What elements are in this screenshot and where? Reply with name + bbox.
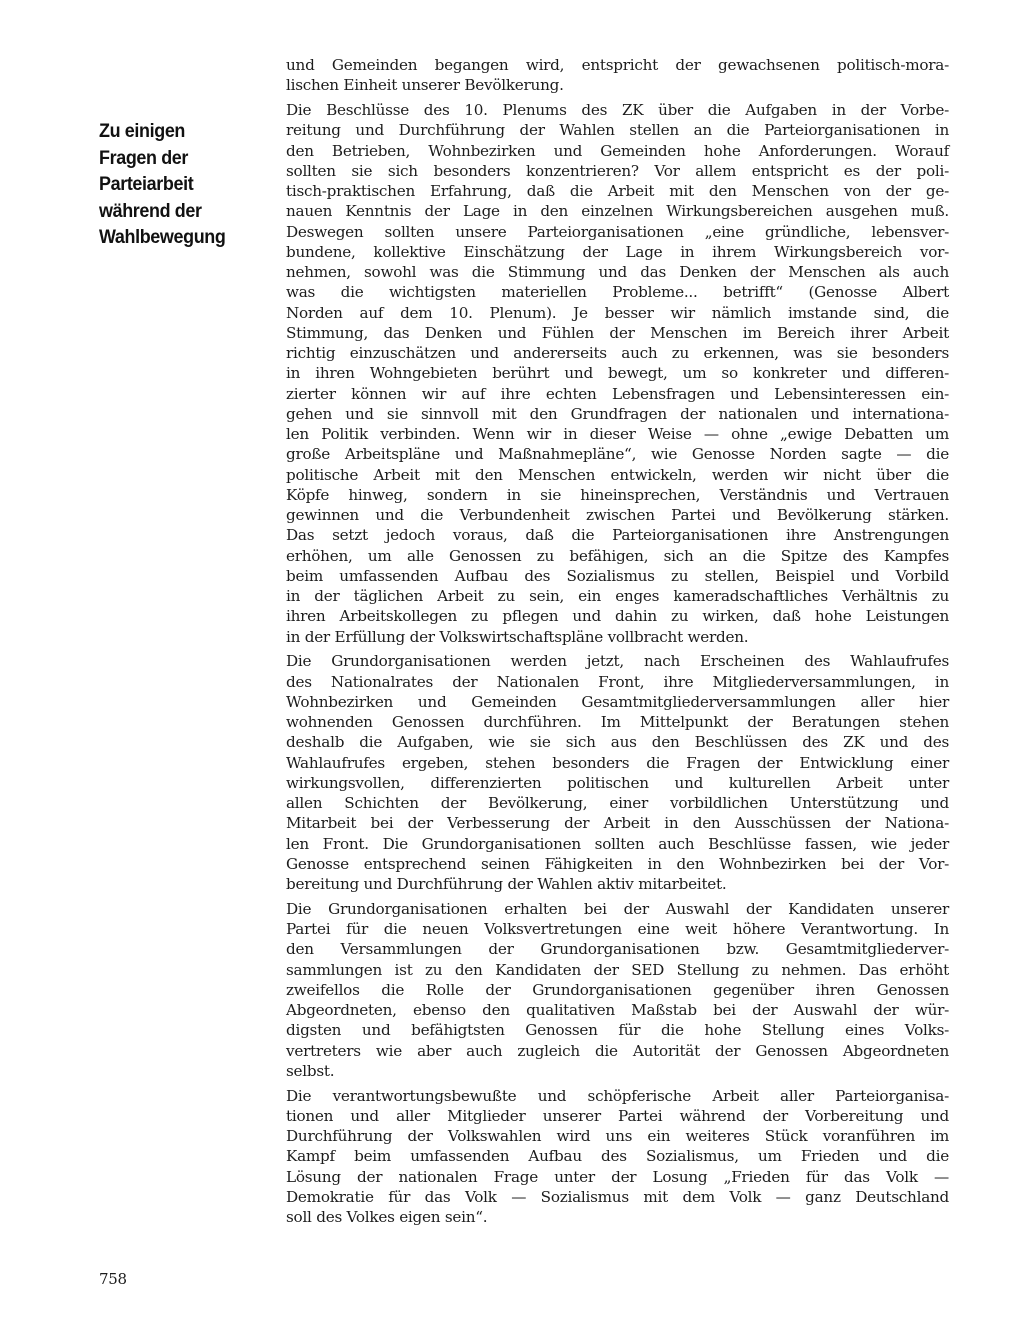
paragraph	[286, 1086, 949, 1228]
text-line: tionen und aller Mitglieder unserer Partei während der Vorbereitung und	[286, 1106, 949, 1125]
text-line: und Gemeinden begangen wird, entspricht der gewachsenen politisch-mora-	[286, 56, 949, 74]
text-line: ihren Arbeitskollegen zu pflegen und dahin zu wirken, daß hohe Leistungen	[286, 607, 949, 626]
text-line: len Politik verbinden. Wenn wir in dieser Weise — ohne „ewige Debatten um	[286, 425, 949, 443]
text-line: den Versammlungen der Grundorganisationen bzw. Gesamtmitgliederver-	[286, 940, 949, 959]
text-line: gehen und sie sinnvoll mit den Grundfragen der nationalen und internationa-	[286, 404, 949, 423]
marginal-heading-line: Wahlbewegung	[99, 226, 226, 249]
paragraph	[286, 55, 949, 96]
text-line: Abgeordneten, ebenso den qualitativen Maßstab bei der Auswahl der wür-	[286, 1001, 949, 1019]
text-line: Köpfe hinweg, sondern in sie hineinsprechen, Verständnis und Vertrauen	[286, 485, 949, 504]
body-text	[286, 55, 949, 1232]
marginal-heading-line: Parteiarbeit	[99, 173, 194, 196]
text-line: Genosse entsprechend seinen Fähigkeiten in den Wohnbezirken bei der Vor-	[286, 854, 949, 873]
text-line: Lösung der nationalen Frage unter der Losung „Frieden für das Volk —	[286, 1167, 949, 1186]
text-line: den Betrieben, Wohnbezirken und Gemeinden hohe Anforderungen. Worauf	[286, 141, 949, 160]
text-line: richtig einzuschätzen und andererseits auch zu erkennen, was sie besonders	[286, 344, 949, 362]
text-line: reitung und Durchführung der Wahlen stellen an die Parteiorganisationen in	[286, 121, 949, 140]
text-line: des Nationalrates der Nationalen Front, ihre Mitgliederversammlungen, in	[286, 672, 949, 691]
text-line: Die Beschlüsse des 10. Plenums des ZK über die Aufgaben in der Vorbe-	[286, 101, 949, 119]
text-line: selbst.	[286, 1061, 335, 1080]
marginal-heading-line: Fragen der	[99, 146, 189, 169]
paragraph	[286, 899, 949, 1081]
marginal-heading-line: Zu einigen	[99, 120, 186, 142]
text-line: allen Schichten der Bevölkerung, einer vorbildlichen Unterstützung und	[286, 794, 949, 812]
text-line: digsten und befähigtsten Genossen für die hohe Stellung eines Volks-	[286, 1021, 949, 1040]
text-line: große Arbeitspläne und Maßnahmepläne“, wie Genosse Norden sagte — die	[286, 445, 949, 464]
text-line: lischen Einheit unserer Bevölkerung.	[286, 76, 564, 95]
text-line: Deswegen sollten unsere Parteiorganisationen „eine gründliche, lebensver-	[286, 222, 949, 241]
text-line: Demokratie für das Volk — Sozialismus mit dem Volk — ganz Deutschland	[286, 1187, 949, 1206]
text-line: bundene, kollektive Einschätzung der Lage in ihrem Wirkungsbereich vor-	[286, 242, 949, 261]
text-line: beim umfassenden Aufbau des Sozialismus zu stellen, Beispiel und Vorbild	[286, 566, 949, 585]
text-line: Partei für die neuen Volksvertretungen eine weit höhere Verantwortung. In	[286, 920, 949, 938]
text-line: bereitung und Durchführung der Wahlen aktiv mitarbeitet.	[286, 875, 727, 893]
text-line: Das setzt jedoch voraus, daß die Parteiorganisationen ihre Anstrengungen	[286, 526, 949, 545]
marginal-heading-line: während der	[99, 199, 202, 222]
text-line: Die Grundorganisationen werden jetzt, nach Erscheinen des Wahlaufrufes	[286, 652, 949, 671]
text-line: in ihren Wohngebieten berührt und bewegt, um so konkreter und differen-	[286, 364, 949, 383]
text-line: deshalb die Aufgaben, wie sie sich aus den Beschlüssen des ZK und des	[286, 733, 949, 752]
text-line: nauen Kenntnis der Lage in den einzelnen Wirkungsbereichen ausgehen muß.	[286, 202, 949, 221]
paragraph	[286, 100, 949, 647]
text-line: politische Arbeit mit den Menschen entwickeln, werden wir nicht über die	[286, 465, 949, 484]
text-line: tisch-praktischen Erfahrung, daß die Arbeit mit den Menschen von der ge-	[286, 182, 949, 200]
text-line: in der täglichen Arbeit zu sein, ein enges kameradschaftliches Verhältnis zu	[286, 587, 949, 605]
page-number: 758	[99, 1270, 127, 1288]
text-line: gewinnen und die Verbundenheit zwischen Partei und Bevölkerung stärken.	[286, 506, 949, 524]
text-line: Norden auf dem 10. Plenum). Je besser wir nämlich imstande sind, die	[286, 303, 949, 322]
text-line: nehmen, sowohl was die Stimmung und das Denken der Menschen als auch	[286, 263, 949, 281]
text-line: sollten sie sich besonders konzentrieren? Vor allem entspricht es der poli-	[286, 161, 949, 180]
text-line: sammlungen ist zu den Kandidaten der SED Stellung zu nehmen. Das erhöht	[286, 960, 949, 979]
text-line: erhöhen, um alle Genossen zu befähigen, sich an die Spitze des Kampfes	[286, 546, 949, 565]
text-line: vertreters wie aber auch zugleich die Autorität der Genossen Abgeordneten	[286, 1041, 949, 1060]
text-line: Durchführung der Volkswahlen wird uns ein weiteres Stück voranführen im	[286, 1127, 949, 1145]
text-line: Die Grundorganisationen erhalten bei der Auswahl der Kandidaten unserer	[286, 899, 949, 918]
text-line: len Front. Die Grundorganisationen sollten auch Beschlüsse fassen, wie jeder	[286, 834, 949, 853]
text-line: Stimmung, das Denken und Fühlen der Menschen im Bereich ihrer Arbeit	[286, 323, 949, 342]
text-line: soll des Volkes eigen sein“.	[286, 1208, 488, 1226]
text-line: Wahlaufrufes ergeben, stehen besonders die Fragen der Entwicklung einer	[286, 753, 949, 772]
text-line: Die verantwortungsbewußte und schöpferische Arbeit aller Parteiorganisa-	[286, 1086, 949, 1105]
text-line: Wohnbezirken und Gemeinden Gesamtmitgliederversammlungen aller hier	[286, 692, 949, 711]
paragraph	[286, 651, 949, 894]
text-line: zweifellos die Rolle der Grundorganisationen gegenüber ihren Genossen	[286, 980, 949, 999]
text-line: Mitarbeit bei der Verbesserung der Arbeit in den Ausschüssen der Nationa-	[286, 814, 949, 833]
marginal-heading	[99, 118, 246, 251]
text-line: zierter können wir auf ihre echten Lebensfragen und Lebensinteressen ein-	[286, 384, 949, 403]
text-line: in der Erfüllung der Volkswirtschaftspläne vollbracht werden.	[286, 627, 749, 646]
text-line: was die wichtigsten materiellen Probleme... betrifft“ (Genosse Albert	[286, 283, 949, 302]
text-line: wirkungsvollen, differenzierten politischen und kulturellen Arbeit unter	[286, 773, 949, 792]
text-line: Kampf beim umfassenden Aufbau des Sozialismus, um Frieden und die	[286, 1147, 949, 1166]
text-line: wohnenden Genossen durchführen. Im Mittelpunkt der Beratungen stehen	[286, 713, 949, 731]
